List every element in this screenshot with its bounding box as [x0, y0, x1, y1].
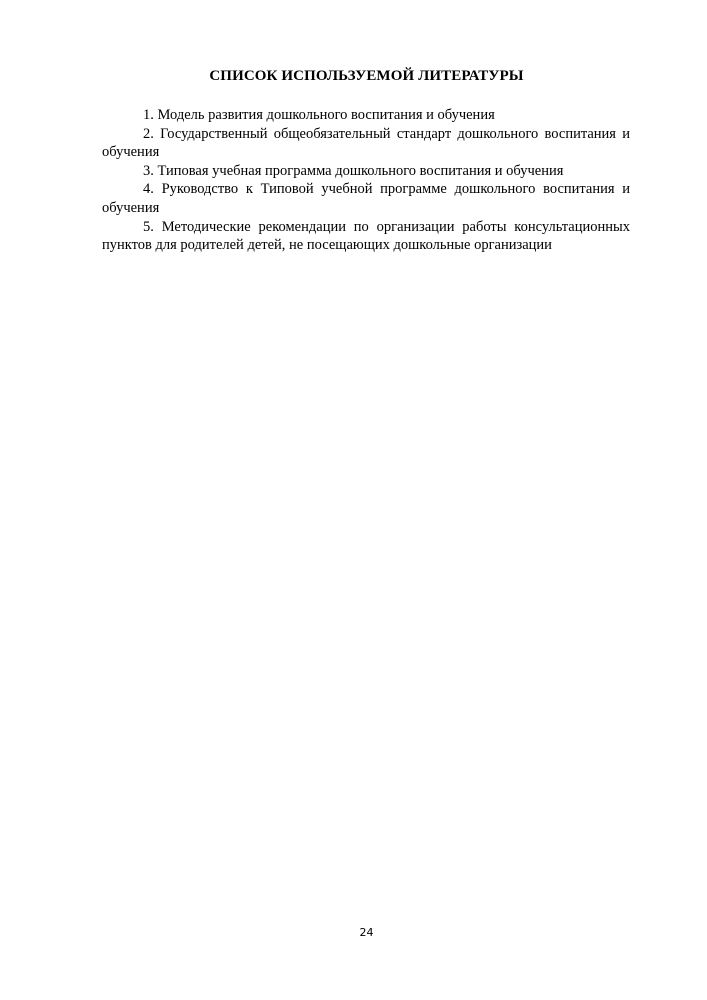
reference-text: Модель развития дошкольного воспитания и обучения: [157, 107, 495, 123]
reference-text: Руководство к Типовой учебной программе дошкольного воспитания и обучения: [102, 181, 630, 216]
reference-number: 4.: [143, 181, 154, 198]
page-title: СПИСОК ИСПОЛЬЗУЕМОЙ ЛИТЕРАТУРЫ: [209, 68, 524, 84]
reference-number: 5.: [143, 218, 154, 235]
reference-list: [102, 106, 630, 255]
reference-item: [102, 162, 630, 181]
reference-text: Государственный общеобязательный стандарт дошкольного воспитания и обучения: [102, 125, 630, 161]
reference-item: [102, 180, 630, 217]
reference-text: Типовая учебная программа дошкольного воспитания и обучения: [157, 162, 564, 179]
reference-text: Методические рекомендации по организации работы консультационных пунктов для родителей детей, не посещающих дошкольные организации: [102, 218, 631, 254]
reference-number: 3.: [143, 162, 154, 179]
reference-number: 2.: [143, 125, 154, 142]
reference-item: [102, 218, 630, 255]
reference-number: 1.: [143, 107, 154, 123]
reference-item: [102, 106, 630, 125]
page-number: 24: [359, 926, 374, 939]
reference-item: [102, 125, 630, 162]
